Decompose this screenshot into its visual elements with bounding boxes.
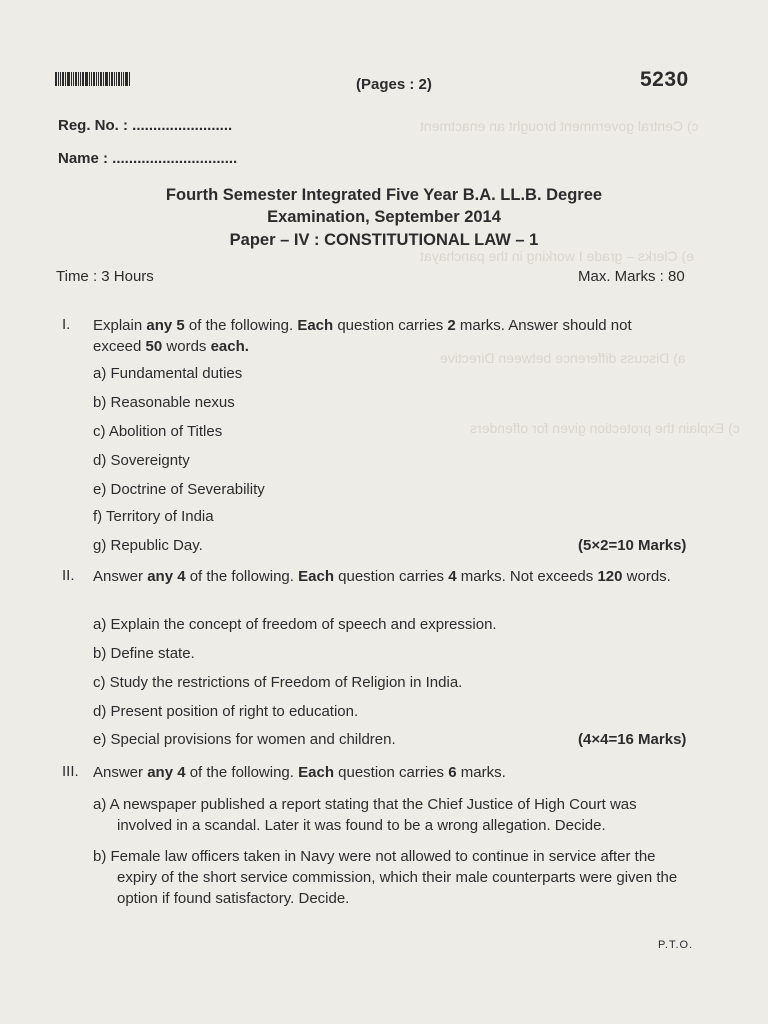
barcode-bar [78, 72, 79, 86]
barcode-bar [60, 72, 61, 86]
instruction-emphasis: 4 [448, 568, 457, 585]
barcode-bar [82, 72, 84, 86]
instruction-text: words [162, 338, 211, 355]
instruction-emphasis: Each [298, 568, 334, 585]
question-item: g) Republic Day. [93, 537, 203, 554]
section-marks: (5×2=10 Marks) [578, 537, 687, 554]
time-allowed: Time : 3 Hours [56, 268, 154, 285]
instruction-emphasis: Each [297, 317, 334, 334]
instruction-emphasis: 2 [447, 317, 456, 334]
instruction-emphasis: any 5 [146, 317, 185, 334]
instruction-text: marks. Answer should not exceed [93, 317, 632, 355]
question-item: e) Special provisions for women and children. [93, 731, 396, 748]
instruction-text: Answer [93, 568, 148, 585]
instruction-text: question carries [333, 317, 448, 334]
bleed-through-text: c) Central government brought an enactment [420, 118, 699, 134]
barcode-bar [96, 72, 97, 86]
question-item: d) Sovereignty [93, 452, 190, 469]
question-item: c) Abolition of Titles [93, 423, 223, 440]
pto-marker: P.T.O. [658, 939, 694, 951]
instruction-emphasis: 50 [145, 338, 163, 355]
instruction-emphasis: 120 [597, 568, 623, 585]
bleed-through-text: e) Clerks – grade I working in the panchayat [420, 248, 694, 264]
instruction-text: marks. [456, 764, 506, 781]
instruction-text: Answer [93, 764, 148, 781]
pages-count: (Pages : 2) [356, 76, 432, 93]
instruction-emphasis: each. [210, 338, 249, 355]
barcode-bar [114, 72, 115, 86]
barcode-bar [85, 72, 88, 86]
question-item: a) A newspaper published a report stating that the Chief Justice of High Court was involved in a scandal. Later it was found to be a wrong allegation. Decide. [93, 796, 637, 834]
paper-code: 5230 [640, 68, 689, 91]
question-item: a) Fundamental duties [93, 365, 243, 382]
section-marks: (4×4=16 Marks) [578, 731, 687, 748]
barcode-bar [58, 72, 59, 86]
section-number: III. [62, 763, 79, 780]
question-item: b) Define state. [93, 645, 195, 662]
question-item: a) Explain the concept of freedom of speech and expression. [93, 616, 497, 633]
instruction-emphasis: any 4 [147, 568, 186, 585]
question-item: b) Reasonable nexus [93, 394, 235, 411]
barcode-bar [100, 72, 102, 86]
barcode-bar [125, 72, 128, 86]
instruction-emphasis: any 4 [147, 764, 186, 781]
barcode-bar [73, 72, 74, 86]
barcode-bar [62, 72, 64, 86]
instruction-text: Explain [93, 317, 147, 334]
paper-title: Paper – IV : CONSTITUTIONAL LAW – 1 [229, 231, 539, 249]
question-item: c) Study the restrictions of Freedom of Religion in India. [93, 674, 463, 691]
barcode-bar [118, 72, 120, 86]
instruction-text: question carries [333, 568, 449, 585]
question-item: e) Doctrine of Severability [93, 481, 265, 498]
barcode-bar [80, 72, 81, 86]
question-item: f) Territory of India [93, 508, 214, 525]
barcode-bar [89, 72, 90, 86]
barcode-bar [65, 72, 66, 86]
section-number: I. [62, 316, 71, 333]
instruction-text: of the following. [185, 764, 299, 781]
barcode-bar [111, 72, 113, 86]
barcode-bar [116, 72, 117, 86]
name-field: Name : .............................. [58, 150, 238, 167]
bleed-through-text: a) Discuss difference between Directive [440, 350, 686, 366]
instruction-text: words. [622, 568, 671, 585]
barcode-bar [121, 72, 122, 86]
barcode-bar [129, 72, 130, 86]
instruction-text: question carries [333, 764, 449, 781]
question-item: d) Present position of right to education. [93, 703, 359, 720]
instruction-emphasis: Each [298, 764, 334, 781]
barcode-bar [109, 72, 110, 86]
barcode-bar [55, 72, 57, 86]
barcode-bar [98, 72, 99, 86]
question-item: b) Female law officers taken in Navy were not allowed to continue in service after the expiry of the short service commission, which their male counterparts were given the option if found satisfactory. Decide. [93, 848, 678, 907]
barcode-bar [93, 72, 95, 86]
max-marks: Max. Marks : 80 [578, 268, 685, 285]
barcode-bar [91, 72, 92, 86]
section-number: II. [62, 567, 75, 584]
barcode-image [55, 72, 143, 86]
section-instruction [93, 315, 673, 357]
instruction-text: of the following. [185, 568, 299, 585]
section-instruction [93, 762, 673, 783]
instruction-text: marks. Not exceeds [456, 568, 598, 585]
exam-title-line2: Examination, September 2014 [267, 208, 501, 226]
barcode-bar [71, 72, 72, 86]
barcode-bar [67, 72, 70, 86]
barcode-bar [75, 72, 77, 86]
instruction-text: of the following. [184, 317, 298, 334]
reg-no-field: Reg. No. : ........................ [58, 117, 233, 134]
barcode-bar [105, 72, 108, 86]
barcode-bar [103, 72, 104, 86]
barcode-bar [123, 72, 124, 86]
instruction-emphasis: 6 [448, 764, 457, 781]
bleed-through-text: c) Explain the protection given for offenders [470, 420, 740, 436]
section-instruction [93, 566, 673, 587]
exam-title-line1: Fourth Semester Integrated Five Year B.A. LL.B. Degree [165, 186, 603, 204]
